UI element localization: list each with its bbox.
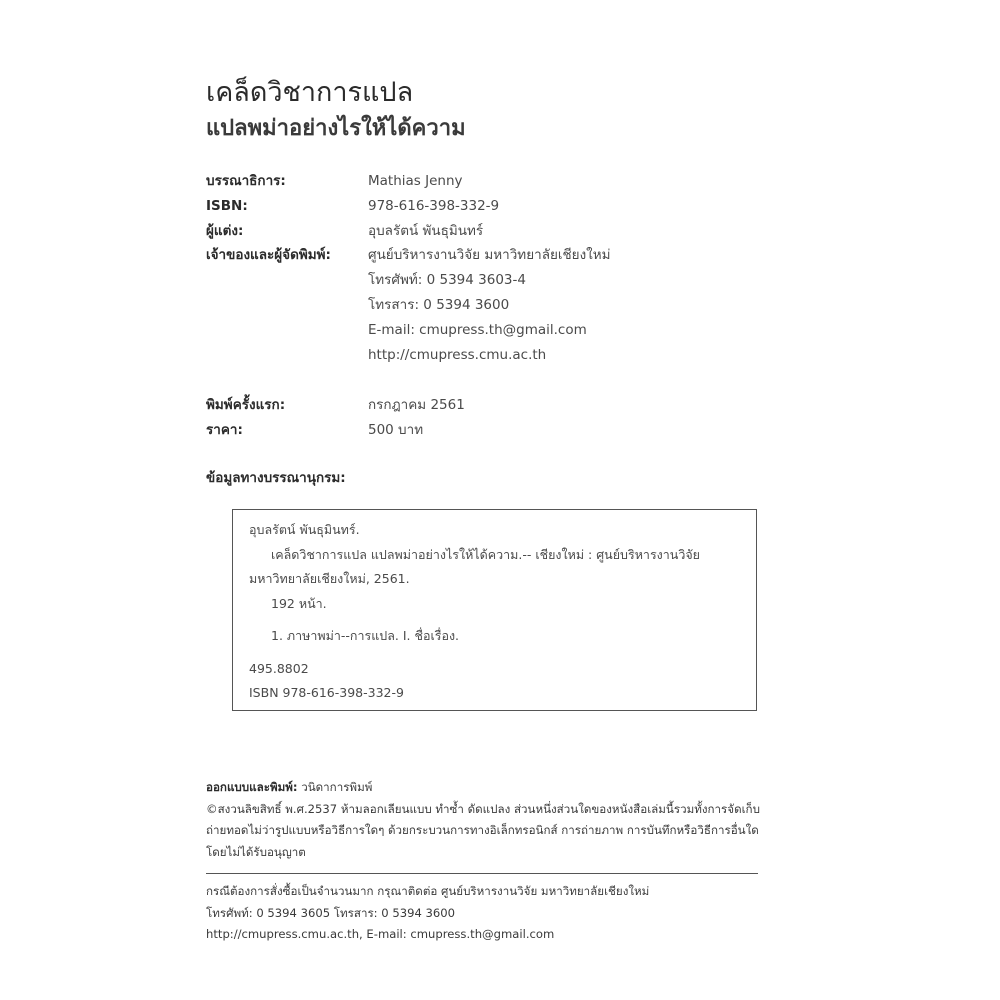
info-row-author bbox=[206, 219, 766, 244]
info-row-email bbox=[206, 318, 766, 343]
info-label bbox=[206, 293, 368, 318]
cataloging-box bbox=[232, 509, 757, 711]
copyright-line: โดยไม่ได้รับอนุญาต bbox=[206, 844, 306, 859]
info-value: โทรศัพท์: 0 5394 3603-4 bbox=[368, 272, 526, 289]
info-label: เจ้าของและผู้จัดพิมพ์: bbox=[206, 247, 331, 264]
cip-class-number: 495.8802 bbox=[249, 660, 309, 676]
cip-spacer bbox=[249, 616, 742, 624]
order-line: โทรศัพท์: 0 5394 3605 โทรสาร: 0 5394 3600 bbox=[206, 905, 456, 920]
cip-entry-line2: มหาวิทยาลัยเชียงใหม่, 2561. bbox=[249, 571, 410, 586]
cip-entry-line1: เคล็ดวิชาการแปล แปลพม่าอย่างไรให้ได้ความ.-- เชียงใหม่ : ศูนย์บริหารงานวิจัย bbox=[271, 546, 701, 562]
cip-pages: 192 หน้า. bbox=[271, 595, 327, 611]
info-label bbox=[206, 268, 368, 293]
book-subtitle: แปลพม่าอย่างไรให้ได้ความ bbox=[206, 116, 466, 141]
info-label: ผู้แต่ง: bbox=[206, 222, 244, 239]
info-value: โทรสาร: 0 5394 3600 bbox=[368, 296, 510, 313]
cip-subjects: 1. ภาษาพม่า--การแปล. I. ชื่อเรื่อง. bbox=[271, 628, 460, 643]
cataloging-heading: ข้อมูลทางบรรณานุกรม: bbox=[206, 470, 346, 486]
publication-info bbox=[206, 169, 766, 367]
info-row-first-print bbox=[206, 393, 766, 418]
cip-author: อุบลรัตน์ พันธุมินทร์. bbox=[249, 522, 360, 537]
divider bbox=[206, 873, 758, 874]
info-value: http://cmupress.cmu.ac.th bbox=[368, 346, 547, 363]
print-info bbox=[206, 393, 766, 443]
info-label: พิมพ์ครั้งแรก: bbox=[206, 397, 286, 413]
info-row-isbn bbox=[206, 194, 766, 219]
cip-spacer bbox=[249, 649, 742, 657]
info-label bbox=[206, 318, 368, 343]
book-title: เคล็ดวิชาการแปล bbox=[206, 77, 414, 108]
design-value: วนิดาการพิมพ์ bbox=[301, 780, 373, 794]
order-line: กรณีต้องการสั่งซื้อเป็นจำนวนมาก กรุณาติดต่อ ศูนย์บริหารงานวิจัย มหาวิทยาลัยเชียงใหม่ bbox=[206, 884, 650, 898]
info-row-editor bbox=[206, 169, 766, 194]
info-row-publisher bbox=[206, 243, 766, 268]
info-row-website bbox=[206, 343, 766, 368]
design-label: ออกแบบและพิมพ์: bbox=[206, 780, 298, 794]
info-label: ISBN: bbox=[206, 197, 248, 214]
order-line: http://cmupress.cmu.ac.th, E-mail: cmupress.th@gmail.com bbox=[206, 927, 555, 941]
order-info bbox=[206, 881, 766, 946]
info-value: ศูนย์บริหารงานวิจัย มหาวิทยาลัยเชียงใหม่ bbox=[368, 247, 611, 264]
info-label bbox=[206, 343, 368, 368]
copyright-line: ©สงวนลิขสิทธิ์ พ.ศ.2537 ห้ามลอกเลียนแบบ ทำซ้ำ ดัดแปลง ส่วนหนึ่งส่วนใดของหนังสือเล่มนี้รวมทั้งการจัดเก็บ bbox=[206, 801, 760, 816]
info-label: ราคา: bbox=[206, 421, 243, 438]
cip-isbn: ISBN 978-616-398-332-9 bbox=[249, 685, 404, 700]
info-value: 978-616-398-332-9 bbox=[368, 197, 500, 214]
info-row-phone bbox=[206, 268, 766, 293]
info-row-price bbox=[206, 418, 766, 443]
info-row-fax bbox=[206, 293, 766, 318]
info-label: บรรณาธิการ: bbox=[206, 173, 286, 189]
info-value: 500 บาท bbox=[368, 421, 424, 438]
info-value: E-mail: cmupress.th@gmail.com bbox=[368, 321, 587, 338]
credits bbox=[206, 777, 766, 863]
copyright-line: ถ่ายทอดไม่ว่ารูปแบบหรือวิธีการใดๆ ด้วยกระบวนการทางอิเล็กทรอนิกส์ การถ่ายภาพ การบันทึกหรือวิธีการอื่นใด bbox=[206, 823, 759, 837]
design-credit bbox=[206, 777, 766, 799]
info-value: Mathias Jenny bbox=[368, 173, 463, 189]
info-value: อุบลรัตน์ พันธุมินทร์ bbox=[368, 222, 484, 239]
info-value: กรกฎาคม 2561 bbox=[368, 397, 465, 413]
